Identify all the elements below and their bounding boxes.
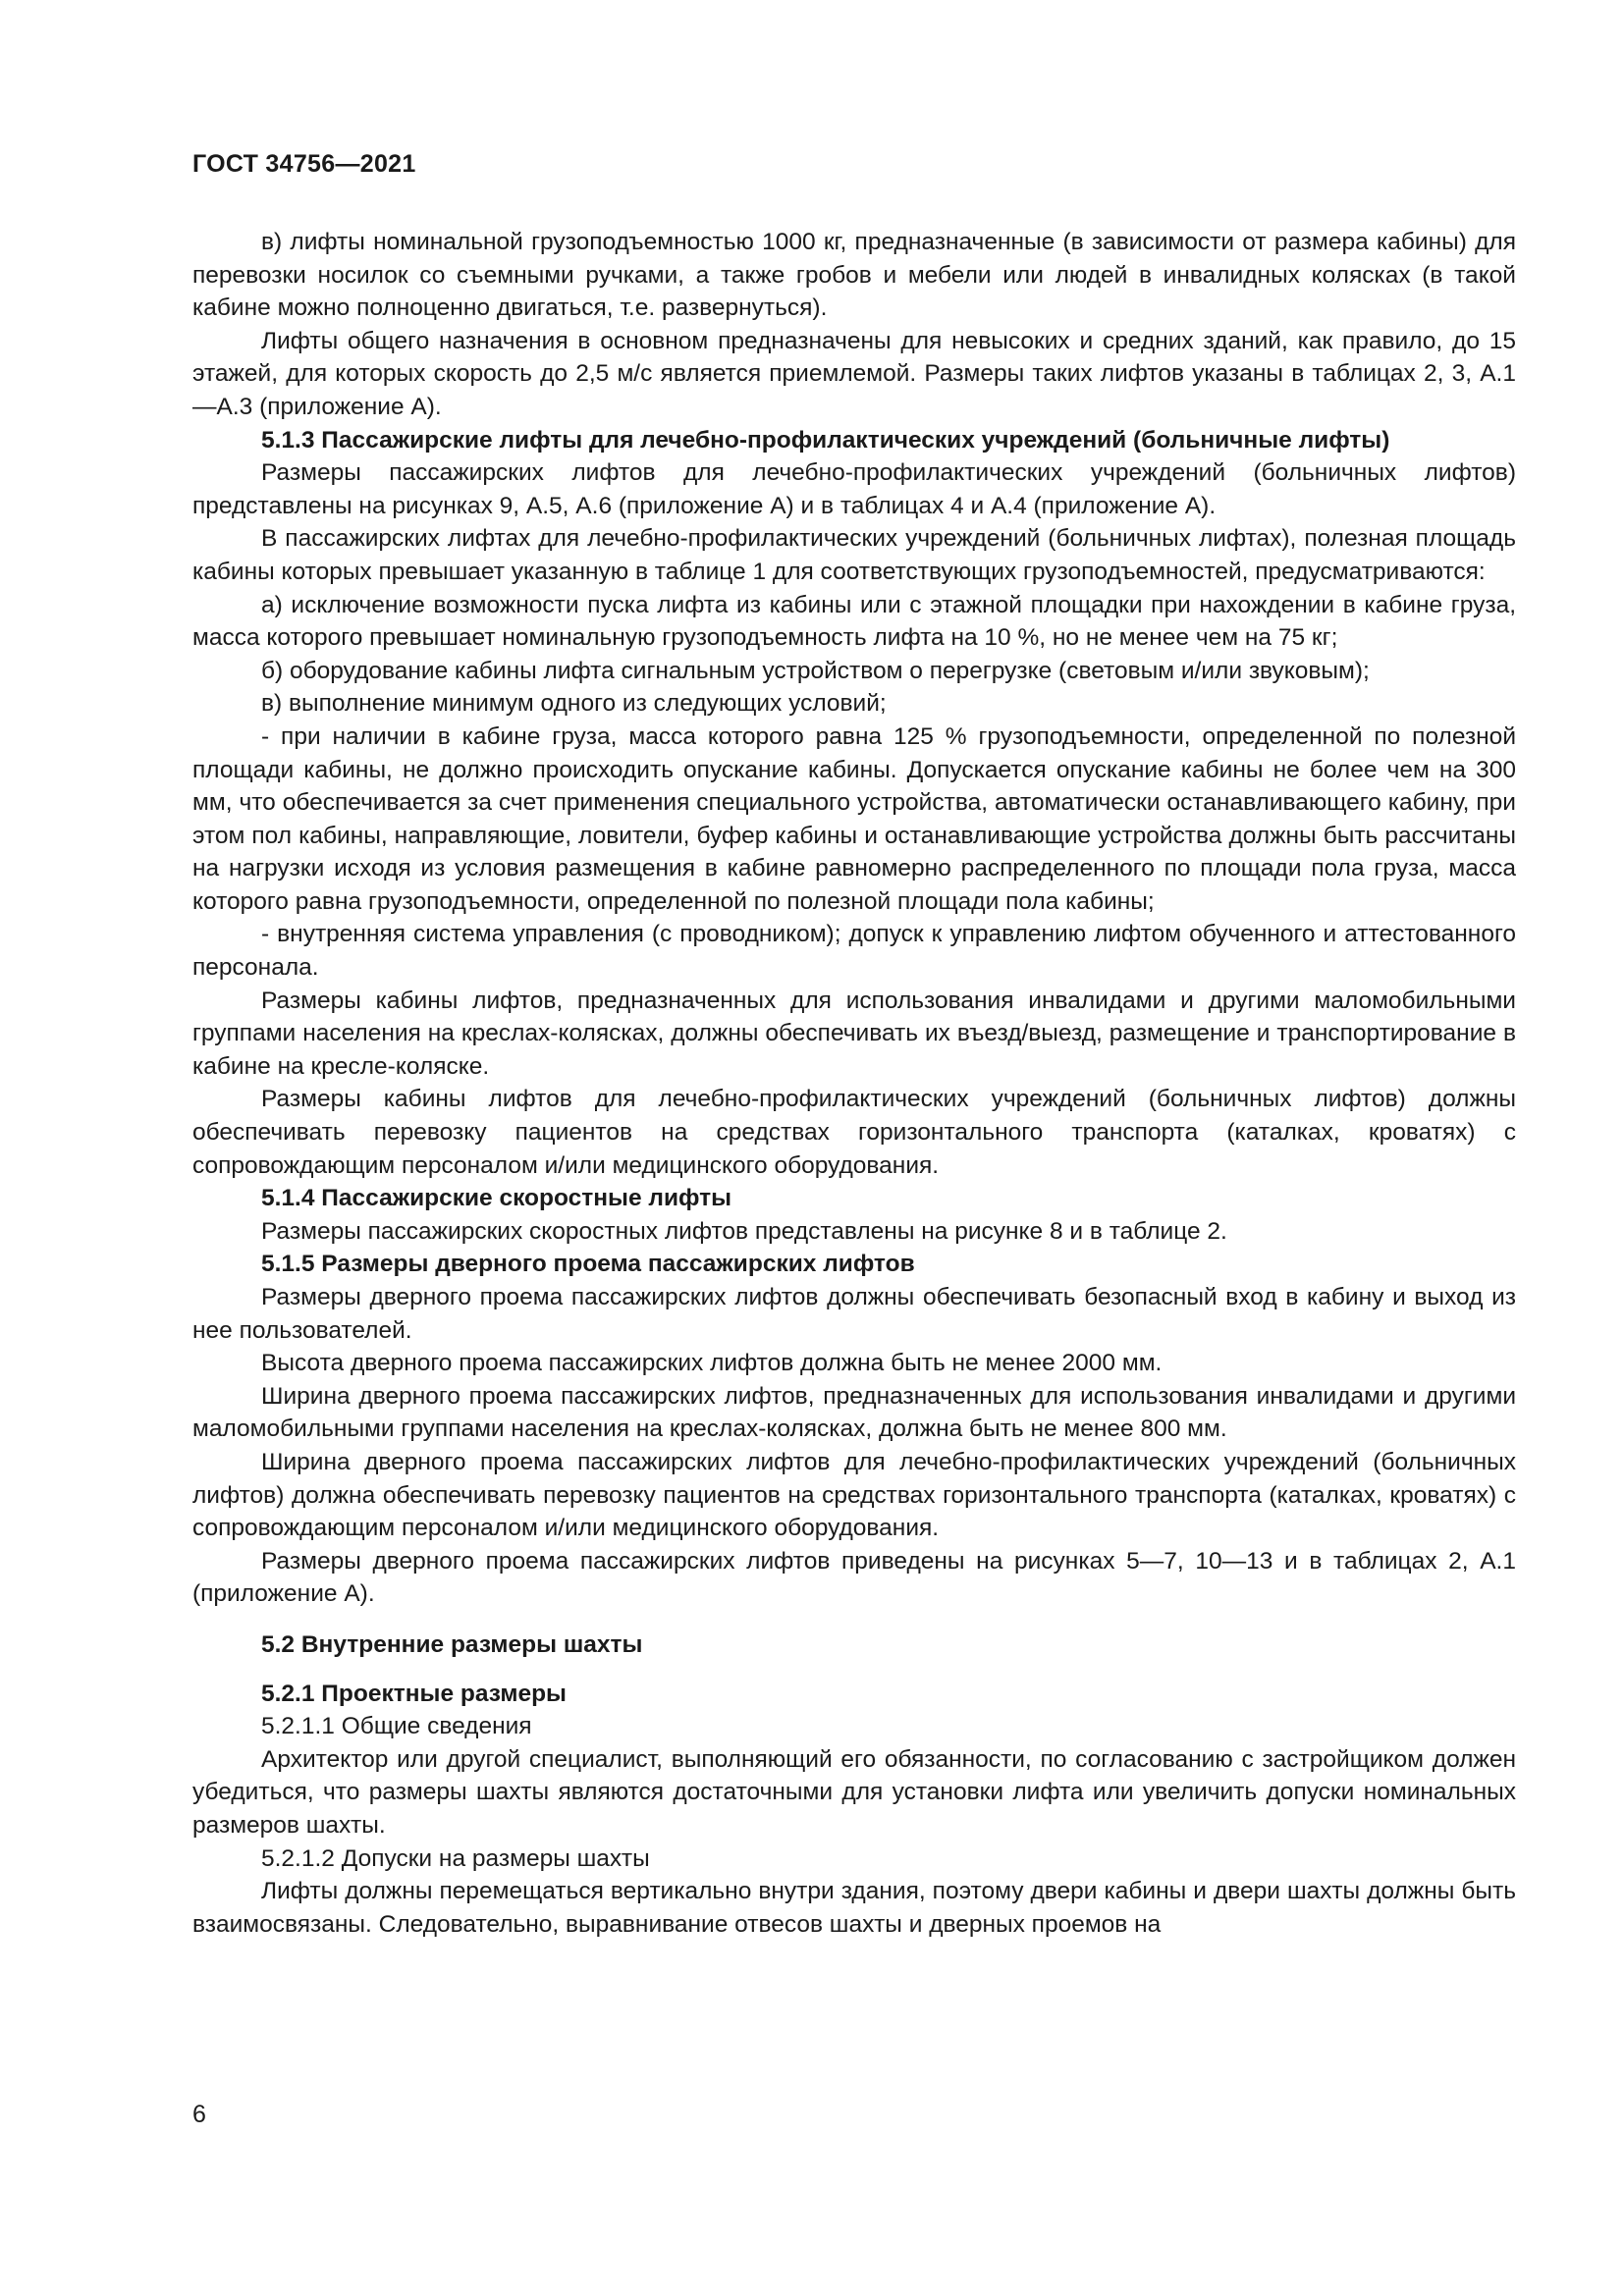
paragraph: Размеры дверного проема пассажирских лифтов должны обеспечивать безопасный вход в кабину и выход из нее пользователей. bbox=[192, 1284, 1516, 1344]
list-item: б) оборудование кабины лифта сигнальным устройством о перегрузке (световым и/или звуковым); bbox=[261, 657, 1370, 684]
paragraph: Архитектор или другой специалист, выполняющий его обязанности, по согласованию с застройщиком должен убедиться, что размеры шахты являются достаточными для установки лифта или увеличить допуски номинальных размеров шахты. bbox=[192, 1745, 1516, 1839]
paragraph: Высота дверного проема пассажирских лифтов должна быть не менее 2000 мм. bbox=[261, 1350, 1163, 1377]
subsection-title: 5.2.1.2 Допуски на размеры шахты bbox=[261, 1844, 650, 1872]
section-heading-5-1-4: 5.1.4 Пассажирские скоростные лифты bbox=[261, 1185, 732, 1212]
section-heading-5-2-1: 5.2.1 Проектные размеры bbox=[261, 1680, 567, 1707]
paragraph: Размеры дверного проема пассажирских лифтов приведены на рисунках 5—7, 10—13 и в таблицах 2, А.1 (приложение А). bbox=[192, 1547, 1516, 1608]
paragraph: Размеры кабины лифтов, предназначенных для использования инвалидами и другими маломобильными группами населения на креслах-колясках, должны обеспечивать их въезд/выезд, размещение и транспортирование в кабине на кресле-коляске. bbox=[192, 987, 1516, 1080]
paragraph: в) лифты номинальной грузоподъемностью 1000 кг, предназначенные (в зависимости от размера кабины) для перевозки носилок со съемными ручками, а также гробов и мебели или людей в инвалидных колясках (в такой кабине можно полноценно двигаться, т.е. развернуться). bbox=[192, 229, 1516, 322]
section-heading-5-1-3: 5.1.3 Пассажирские лифты для лечебно-профилактических учреждений (больничные лифты) bbox=[261, 426, 1390, 454]
document-body bbox=[192, 226, 1516, 1941]
list-item: в) выполнение минимум одного из следующих условий; bbox=[261, 690, 887, 718]
paragraph: Ширина дверного проема пассажирских лифтов для лечебно-профилактических учреждений (больничных лифтов) должна обеспечивать перевозку пациентов на средствах горизонтального транспорта (каталках, кроватях) с сопровождающим персоналом и/или медицинского оборудования. bbox=[192, 1448, 1516, 1542]
paragraph: Размеры кабины лифтов для лечебно-профилактических учреждений (больничных лифтов) должны обеспечивать перевозку пациентов на средствах горизонтального транспорта (каталках, кроватях) с сопровождающим персоналом и/или медицинского оборудования. bbox=[192, 1086, 1516, 1179]
standard-header: ГОСТ 34756—2021 bbox=[192, 150, 416, 178]
section-heading-5-1-5: 5.1.5 Размеры дверного проема пассажирских лифтов bbox=[261, 1251, 915, 1278]
section-heading-5-2: 5.2 Внутренние размеры шахты bbox=[261, 1630, 643, 1658]
paragraph: Ширина дверного проема пассажирских лифтов, предназначенных для использования инвалидами и другими маломобильными группами населения на креслах-колясках, должна быть не менее 800 мм. bbox=[192, 1382, 1516, 1443]
subsection-title: 5.2.1.1 Общие сведения bbox=[261, 1713, 532, 1740]
list-item: - внутренняя система управления (с проводником); допуск к управлению лифтом обученного и аттестованного персонала. bbox=[192, 921, 1516, 982]
paragraph: В пассажирских лифтах для лечебно-профилактических учреждений (больничных лифтах), полезная площадь кабины которых превышает указанную в таблице 1 для соответствующих грузоподъемностей, предусматриваются: bbox=[192, 525, 1516, 585]
paragraph: Лифты должны перемещаться вертикально внутри здания, поэтому двери кабины и двери шахты должны быть взаимосвязаны. Следовательно, выравнивание отвесов шахты и дверных проемов на bbox=[192, 1878, 1516, 1938]
paragraph: Размеры пассажирских лифтов для лечебно-профилактических учреждений (больничных лифтов) представлены на рисунках 9, А.5, А.6 (приложение А) и в таблицах 4 и А.4 (приложение А). bbox=[192, 459, 1516, 519]
page-number: 6 bbox=[192, 2101, 206, 2128]
paragraph: Размеры пассажирских скоростных лифтов представлены на рисунке 8 и в таблице 2. bbox=[261, 1217, 1227, 1245]
list-item: - при наличии в кабине груза, масса которого равна 125 % грузоподъемности, определенной по полезной площади кабины, не должно происходить опускание кабины. Допускается опускание кабины не более чем на 300 мм, что обеспечивается за счет применения специального устройства, автоматически останавливающего кабину, при этом пол кабины, направляющие, ловители, буфер кабины и останавливающие устройства должны быть рассчитаны на нагрузки исходя из условия размещения в кабине равномерно распределенного по площади пола груза, масса которого равна грузоподъемности, определенной по полезной площади пола кабины; bbox=[192, 722, 1516, 915]
paragraph: Лифты общего назначения в основном предназначены для невысоких и средних зданий, как правило, до 15 этажей, для которых скорость до 2,5 м/с является приемлемой. Размеры таких лифтов указаны в таблицах 2, 3, А.1—А.3 (приложение А). bbox=[192, 327, 1516, 420]
list-item: а) исключение возможности пуска лифта из кабины или с этажной площадки при нахождении в кабине груза, масса которого превышает номинальную грузоподъемность лифта на 10 %, но не менее чем на 75 кг; bbox=[192, 591, 1516, 652]
